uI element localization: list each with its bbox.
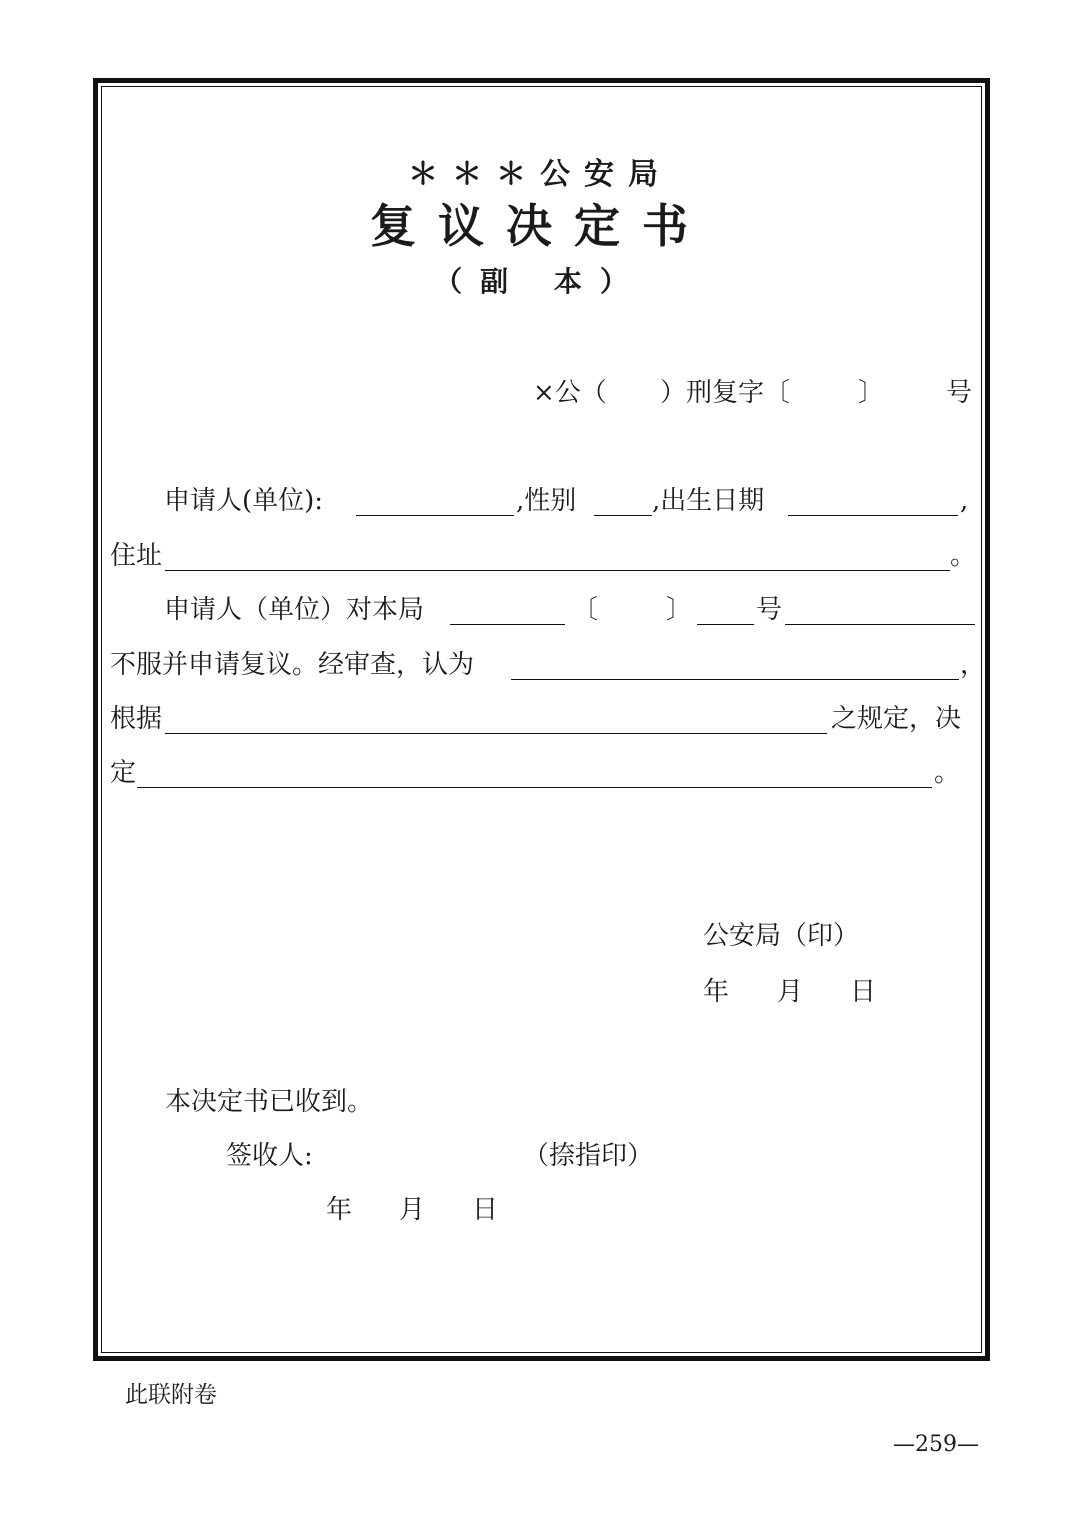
birth-date-label: ,出生日期 [652,486,765,516]
legal-basis-blank[interactable] [165,733,827,734]
fingerprint-label: （捺指印） [523,1141,654,1171]
doc-number-prefix: ×公（ [533,378,607,408]
doc-number-suffix: 号 [946,378,973,408]
copy-label: （副 本） [434,265,646,298]
issuing-organization: ＊＊＊公安局 [408,157,672,192]
decision-content-blank[interactable] [137,787,932,788]
receipt-day: 日 [472,1195,499,1225]
review-statement: 不服并申请复议。经审查，认为 [110,650,475,680]
line4-end: ， [960,650,987,680]
line1-end: , [960,486,969,516]
receipt-month: 月 [399,1195,426,1225]
issuer-seal: 公安局（印） [703,921,860,951]
decision-label: 定 [110,758,137,788]
signer-label: 签收人: [226,1141,313,1171]
decision-type-blank[interactable] [450,624,565,625]
issue-year: 年 [703,977,730,1007]
hao-label: 号 [756,595,783,625]
review-finding-blank[interactable] [511,679,959,680]
gender-blank[interactable] [594,515,652,516]
receipt-year: 年 [326,1195,353,1225]
applicant-against-label: 申请人（单位）对本局 [164,595,425,625]
attached-note: 此联附卷 [125,1382,217,1408]
doc-number-close: 〕 [858,378,885,408]
gender-label: ,性别 [516,486,577,516]
bracket-close: 〕 [666,595,693,625]
page-number: —259— [893,1432,979,1457]
address-blank[interactable] [165,570,950,571]
applicant-label: 申请人(单位): [164,486,324,516]
birth-date-blank[interactable] [788,515,958,516]
bracket-open: 〔 [572,595,599,625]
line6-end: 。 [934,758,961,788]
line2-end: 。 [950,541,977,571]
doc-number-mid: ）刑复字〔 [660,378,791,408]
applicant-name-blank[interactable] [356,515,514,516]
receipt-statement: 本决定书已收到。 [165,1087,374,1117]
decision-name-blank[interactable] [785,624,975,625]
address-label: 住址 [110,541,163,571]
provisions-decide-label: 之规定，决 [831,704,962,734]
decision-number-blank[interactable] [697,624,754,625]
issue-day: 日 [850,977,877,1007]
document-title: 复议决定书 [370,199,710,253]
basis-label: 根据 [110,704,163,734]
issue-month: 月 [777,977,804,1007]
